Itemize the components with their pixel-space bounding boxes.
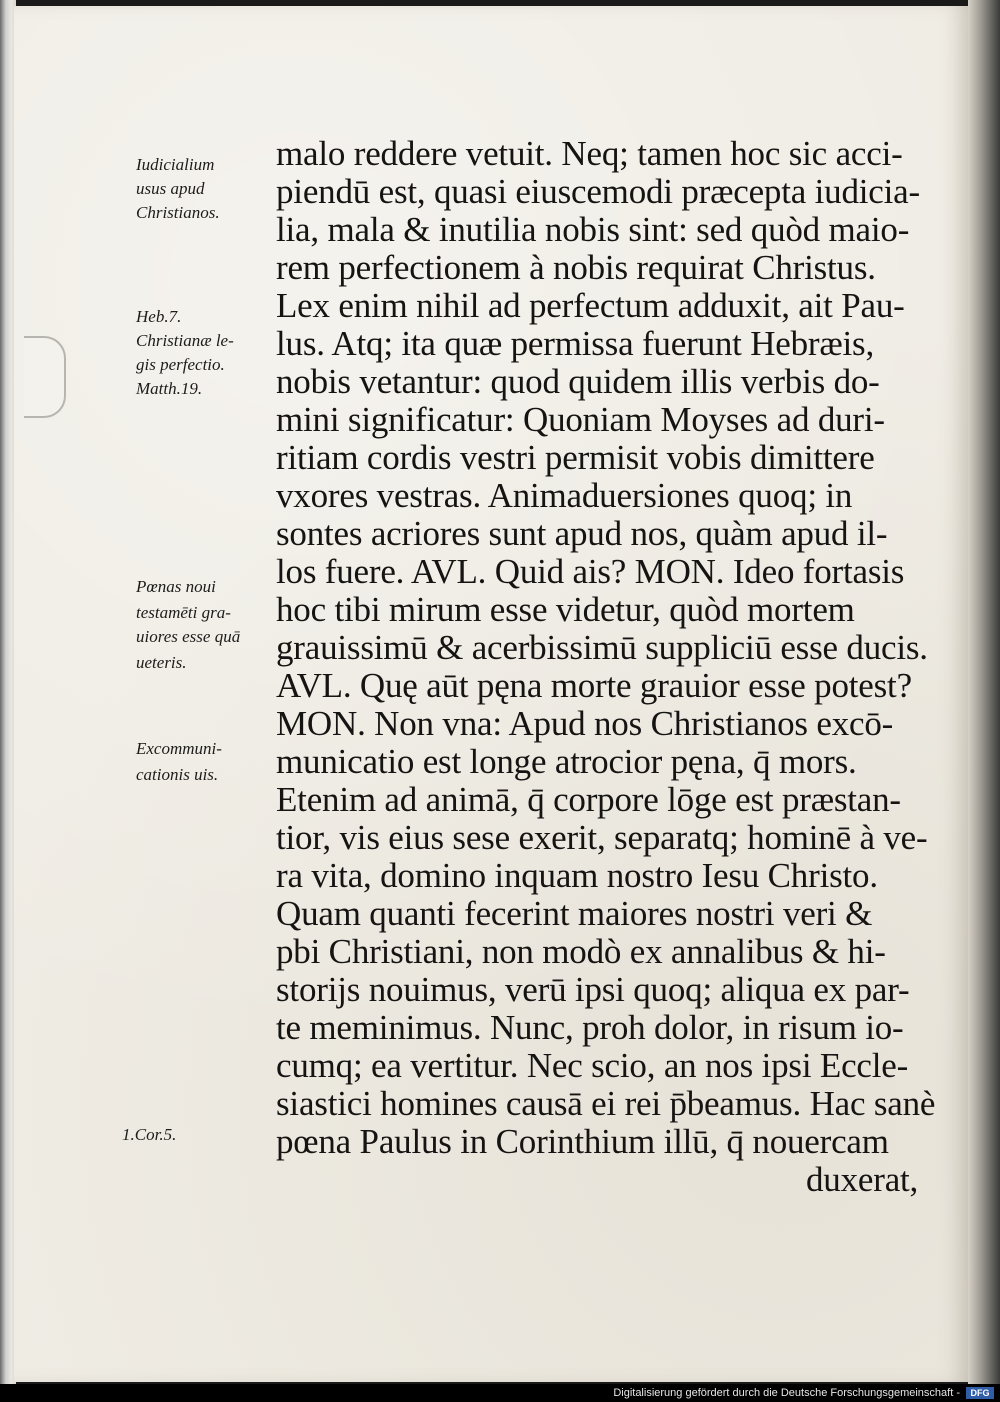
margin-note: Excommuni- (136, 739, 222, 758)
text-line: piendū est, quasi eiuscemodi præcepta iudicia- (276, 172, 920, 211)
digitization-footer (0, 1384, 1000, 1402)
margin-note: cationis uis. (136, 765, 219, 784)
margin-note: ueteris. (136, 653, 187, 672)
text-line: pbi Christiani, non modò ex annalibus & hi- (276, 932, 886, 971)
book-page (14, 6, 970, 1382)
margin-note: 1.Cor.5. (122, 1125, 177, 1144)
margin-note: gis perfectio. (136, 355, 225, 374)
text-line: pœna Paulus in Corinthium illū, q̄ nouercam (276, 1122, 889, 1161)
text-line: storijs nouimus, verū ipsi quoq; aliqua ex par- (276, 970, 910, 1009)
text-line: lus. Atq; ita quæ permissa fuerunt Hebræis, (276, 324, 875, 363)
text-line: vxores vestras. Animaduersiones quoq; in (276, 476, 853, 515)
text-line: malo reddere vetuit. Neq; tamen hoc sic acci- (276, 134, 903, 173)
margin-note: uiores esse quā (136, 627, 241, 646)
page-right-edge (968, 0, 1000, 1384)
text-line: tior, vis eius sese exerit, separatq; hominē à ve- (276, 818, 928, 857)
text-line: Quam quanti fecerint maiores nostri veri & (276, 894, 873, 933)
text-line: Etenim ad animā, q̄ corpore lōge est præstan- (276, 780, 901, 819)
margin-note: Pœnas noui (136, 577, 216, 596)
text-line: lia, mala & inutilia nobis sint: sed quòd maio- (276, 210, 910, 249)
text-line: AVL. Quę aūt pęna morte grauior esse potest? (276, 666, 912, 705)
text-line: mini significatur: Quoniam Moyses ad duri- (276, 400, 885, 439)
text-line: ra vita, domino inquam nostro Iesu Christo. (276, 856, 878, 895)
margin-note: testamēti gra- (136, 603, 231, 622)
text-line: municatio est longe atrocior pęna, q̄ mors. (276, 742, 857, 781)
text-line: rem perfectionem à nobis requirat Christus. (276, 248, 876, 287)
text-line: nobis vetantur: quod quidem illis verbis do- (276, 362, 880, 401)
margin-note: usus apud (136, 179, 205, 198)
text-line: grauissimū & acerbissimū suppliciū esse ducis. (276, 628, 928, 667)
text-line: cumq; ea vertitur. Nec scio, an nos ipsi Eccle- (276, 1046, 909, 1085)
text-line: MON. Non vna: Apud nos Christianos excō- (276, 704, 894, 743)
margin-note: Heb.7. (136, 307, 182, 326)
margin-note: Christianos. (136, 203, 220, 222)
text-line: siastici homines causā ei rei p̄beamus. Hac sanè (276, 1084, 936, 1123)
footer-credit: Digitalisierung gefördert durch die Deutsche Forschungsgemeinschaft - (613, 1387, 960, 1399)
page-clip-tab (24, 336, 66, 418)
text-line: hoc tibi mirum esse videtur, quòd mortem (276, 590, 855, 629)
margin-note: Christianæ le- (136, 331, 234, 350)
catchword: duxerat, (806, 1160, 919, 1199)
text-line: Lex enim nihil ad perfectum adduxit, ait Pau- (276, 286, 905, 325)
text-line: te meminimus. Nunc, proh dolor, in risum io- (276, 1008, 904, 1047)
text-line: ritiam cordis vestri permisit vobis dimittere (276, 438, 875, 477)
dfg-logo-icon: DFG (966, 1387, 994, 1399)
text-line: los fuere. AVL. Quid ais? MON. Ideo fortasis (276, 552, 905, 591)
margin-note: Matth.19. (136, 379, 203, 398)
text-line: sontes acriores sunt apud nos, quàm apud il- (276, 514, 888, 553)
margin-note: Iudicialium (136, 155, 215, 174)
